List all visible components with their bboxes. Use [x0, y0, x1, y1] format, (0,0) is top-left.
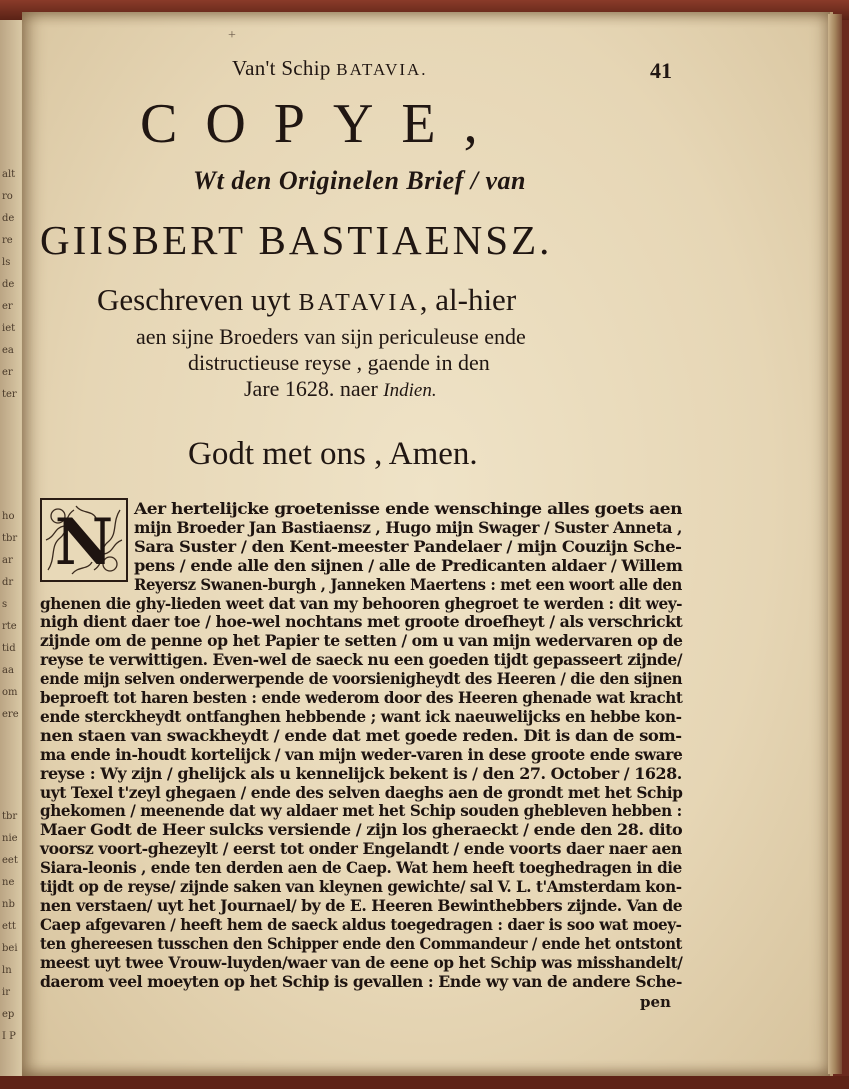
letter-line: nen verstaen/ uyt het Journael/ by de E. Heeren Bewinthebbers zijnde. Van de [40, 895, 683, 915]
decorated-initial [40, 498, 128, 582]
previous-page-fragment: ir [2, 987, 10, 998]
letter-line: nigh dient daer toe / hoe-wel nochtans met groote droefheyt / als verschrickt [40, 612, 683, 632]
letter-line: reyse : Wy zijn / ghelijck als u kennelijck bekent is / den 27. October / 1628. [40, 763, 682, 783]
letter-line: zijnde om de penne op het Papier te setten / om u van mijn wedervaren op de [40, 631, 683, 651]
letter-line: meest uyt twee Vrouw-luyden/waer van de eene op het Schip was misshandelt/ [40, 952, 683, 972]
previous-page-fragment: alt [2, 169, 16, 180]
previous-page-fragment: bei [2, 943, 18, 954]
subtitle-text-a: Geschreven uyt [97, 282, 291, 317]
letter-line: beproeft tot haren besten : ende wederom door des Heeren ghenade wat kracht [40, 688, 683, 707]
previous-page-fragment: ne [2, 877, 15, 888]
letter-line: ende mijn selven onderwerpende de voorsienigheydt des Heeren / die den sijnen [40, 669, 683, 689]
previous-page-fragment: ro [2, 191, 13, 202]
letter-line: ma ende in-houdt kortelijck / van mijn weder-varen in dese groote ende sware [40, 744, 683, 764]
previous-page-fragment: I P [2, 1031, 16, 1042]
previous-page-fragment: ea [2, 345, 14, 356]
letter-line: Aer hertelijcke groetenisse ende wenschinge alles goets aen [134, 499, 682, 518]
previous-page-fragment: de [2, 279, 15, 290]
letter-line: mijn Broeder Jan Bastiaensz , Hugo mijn Swager / Suster Anneta , [134, 517, 682, 537]
letter-line: Siara-leonis , ende ten derden aen de Caep. Wat hem heeft toeghedragen in die [40, 858, 682, 878]
previous-page-fragment: ar [2, 555, 13, 566]
previous-page-fragment: ln [2, 965, 12, 976]
running-head [232, 56, 428, 81]
running-head-text: Van't Schip [232, 56, 331, 80]
subtitle-line-4 [244, 376, 437, 402]
subtitle-line-3: distructieuse reyse , gaende in den [188, 350, 490, 375]
letter-line: tijdt op de reyse/ zijnde saken van kleynen gewichte/ sal V. L. t'Amsterdam kon- [40, 877, 682, 896]
previous-page-fragment: ls [2, 257, 11, 268]
letter-line: daerom veel moeyten op het Schip is gevallen : Ende wy van de andere Sche- [40, 971, 682, 991]
previous-page-fragment: ere [2, 709, 19, 720]
subtitle-year: Jare 1628. naer [244, 376, 378, 401]
author-name: GIISBERT BASTIAENSZ. [40, 217, 553, 263]
page-number: 41 [650, 58, 672, 83]
previous-page-fragment: ep [2, 1009, 15, 1020]
invocation-heading: Godt met ons , Amen. [188, 436, 478, 472]
previous-page-fragment: nb [2, 899, 15, 910]
letter-line: pens / ende alle den sijnen / alle de Predicanten aldaer / Willem [134, 555, 683, 575]
initial-letter: N [54, 505, 114, 580]
letter-line: uyt Texel t'zeyl ghegaen / ende des selven daeghs aen de grondt met het Schip [40, 782, 683, 802]
previous-page-fragment: er [2, 301, 13, 312]
book-cover-bottom [0, 1076, 849, 1089]
subtitle-text-c: , al-hier [419, 282, 517, 317]
letter-line: ende sterckheydt ontfanghen hebbende ; want ick naeuwelijcks en hebbe kon- [40, 706, 682, 726]
floral-ornament-icon [42, 500, 126, 580]
previous-page-fragment: nie [2, 833, 18, 844]
previous-page-fragment: tbr [2, 811, 18, 822]
previous-page-fragment: ett [2, 921, 16, 932]
letter-line: ghekomen / meenende dat wy aldaer met het Schip souden ghebleven hebben : [40, 801, 682, 821]
letter-line: Reyersz Swanen-burgh , Janneken Maertens : met een woort alle den [134, 574, 682, 594]
subtitle-line-1 [97, 282, 516, 318]
title-copye: COPYE, [140, 93, 506, 155]
previous-page-fragment: eet [2, 855, 18, 866]
previous-page-fragment: de [2, 213, 15, 224]
previous-page-fragment: tbr [2, 533, 18, 544]
previous-page-fragment: re [2, 235, 13, 246]
letter-line: nen staen van swackheydt / ende dat met goede reden. Dit is dan de som- [40, 725, 682, 745]
letter-line: voorsz voort-ghezeylt / eerst tot onder Engelandt / ende voorts daer naer aen [40, 839, 682, 859]
letter-line: ghenen die ghy-lieden weet dat van my behooren ghegroet te werden : dit wey- [40, 593, 683, 613]
previous-page-fragment: ho [2, 511, 15, 522]
subtitle-origin: Wt den Originelen Brief / van [193, 166, 527, 195]
letter-line: Sara Suster / den Kent-meester Pandelaer / mijn Couzijn Sche- [134, 536, 682, 556]
previous-page-fragment: ter [2, 389, 17, 400]
signature-mark: + [228, 28, 236, 43]
previous-page-fragment: om [2, 687, 18, 698]
previous-page-fragment: iet [2, 323, 16, 334]
letter-line: Maer Godt de Heer sulcks versiende / zijn los gheraeckt / ende den 28. dito [40, 820, 683, 840]
page-edge-right [828, 14, 842, 1074]
running-head-smallcaps: BATAVIA. [336, 60, 428, 79]
previous-page-fragment: dr [2, 577, 14, 588]
previous-page-fragment: rte [2, 621, 17, 632]
subtitle-line-2: aen sijne Broeders van sijn periculeuse ende [136, 324, 526, 349]
letter-line: ten ghereesen tusschen den Schipper ende den Commandeur / ende het ontstont [40, 933, 682, 953]
subtitle-place: BATAVIA [298, 290, 420, 316]
letter-line: Caep afgevaren / heeft hem de saeck aldus toegedragen : daer is soo wat moey- [40, 914, 682, 934]
previous-page-fragment: s [2, 599, 8, 610]
previous-page-fragment: aa [2, 665, 14, 676]
previous-page-fragment: tid [2, 643, 16, 654]
previous-page-fragment: er [2, 367, 13, 378]
letter-line: reyse te verwittigen. Even-wel de saeck nu een goeden tijdt gepasseert zijnde/ [40, 650, 683, 670]
catchword: pen [640, 993, 671, 1011]
subtitle-destination: Indien. [383, 380, 437, 401]
